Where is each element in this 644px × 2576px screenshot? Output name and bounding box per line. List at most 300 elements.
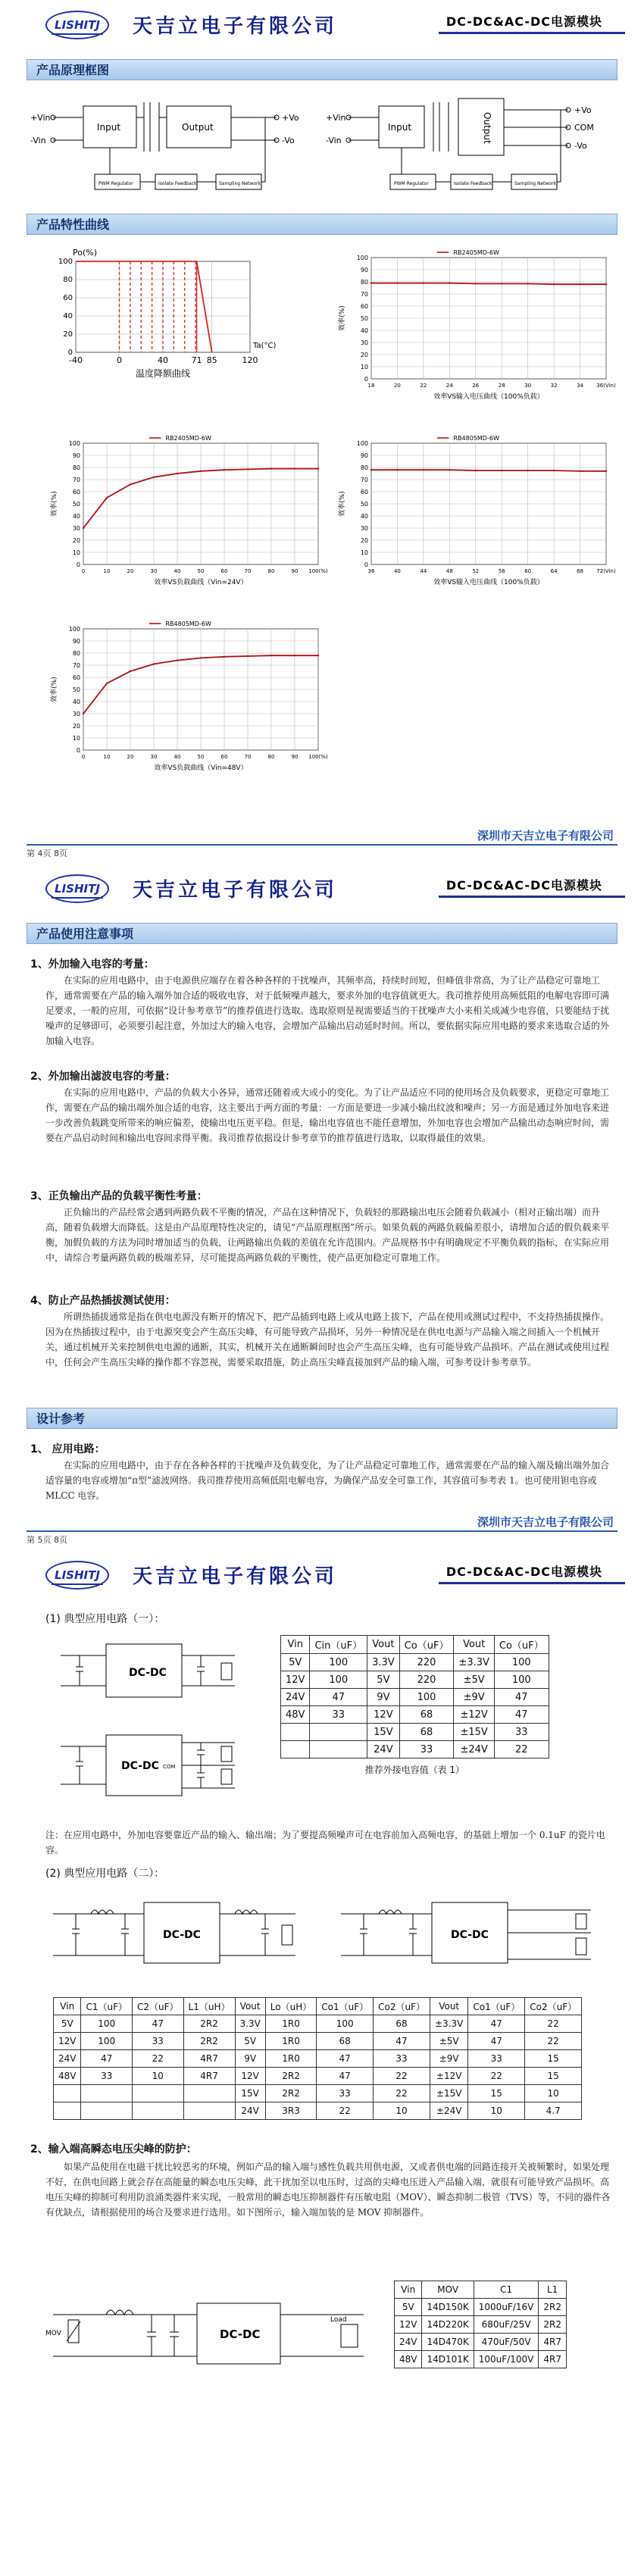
section-principle: 产品原理框图 [27, 59, 617, 80]
usage-s4-title: 4、防止产品热插拔测试使用： [30, 1295, 176, 1307]
y-tick-label: 30 [72, 711, 80, 717]
y-tick-label: 40 [360, 513, 368, 520]
table-cell: 24V [281, 1689, 310, 1706]
usage-s3-title: 3、正负输出产品的负载平衡性考量： [30, 1190, 208, 1202]
y-axis-label: 效率(%) [51, 677, 58, 702]
data-point [449, 282, 450, 283]
table-cell: ±5V [454, 1671, 494, 1689]
typical1-title: (1) 典型应用电路（一）： [45, 1613, 165, 1625]
table-cell: 5V [54, 2015, 81, 2033]
table-cell: 2R2 [183, 2015, 235, 2033]
table-cell: 100 [81, 2033, 133, 2050]
x-tick-label: 85 [206, 355, 217, 365]
data-point [423, 469, 424, 470]
y-tick-label: 20 [72, 723, 80, 730]
table-cell: 33 [468, 2050, 525, 2068]
y-tick-label: 50 [360, 315, 368, 322]
table-cell: ±12V [454, 1706, 494, 1724]
table-cell: 33 [317, 2085, 374, 2102]
table1-caption: 推荐外接电容值（表 1） [364, 1765, 465, 1775]
table-cell: 10 [133, 2068, 184, 2085]
table-cell: 47 [310, 1689, 367, 1706]
table2 [53, 1997, 582, 2120]
table-cell: 68 [399, 1706, 454, 1724]
vin-pos-label: +Vin [30, 113, 51, 123]
table1-header-row [281, 1636, 549, 1654]
x-tick-label: 34 [577, 383, 584, 389]
isolate-label-2: Isolate Feedback [454, 181, 492, 186]
y-tick-label: 60 [63, 294, 73, 302]
x-tick-label: 36 [367, 568, 375, 574]
table-cell: 100 [399, 1689, 454, 1706]
x-tick-label: 40 [174, 568, 181, 574]
x-tick-label: 20 [127, 754, 134, 760]
x-tick-label: 60 [220, 568, 228, 574]
chart-derating [45, 242, 277, 394]
vin-neg-label-2: -Vin [326, 136, 342, 145]
table-cell [133, 2085, 184, 2102]
x-tick-label: 36(Vin) [596, 383, 616, 389]
table-cell [133, 2102, 184, 2120]
table3-wrapper [394, 2281, 567, 2368]
table-cell: ±3.3V [430, 2015, 468, 2033]
table-cell: 100 [494, 1671, 549, 1689]
table-row [281, 1671, 549, 1689]
typical2-title: (2) 典型应用电路（二）： [45, 1868, 165, 1880]
table2-header: Lo（uH） [265, 1998, 316, 2015]
sampling-label: Sampling Network [219, 181, 261, 186]
module-name-3: DC-DC&AC-DC电源模块 [446, 1562, 602, 1580]
y-tick-label: 90 [72, 452, 80, 459]
x-tick-label: 44 [420, 568, 427, 574]
table-cell [54, 2085, 81, 2102]
company-name-2: 天吉立电子有限公司 [133, 879, 338, 902]
table-cell: 24V [235, 2102, 265, 2120]
load-label: Load [330, 2316, 347, 2324]
table-row [54, 2068, 582, 2085]
table-cell: 9V [235, 2050, 265, 2068]
table-cell: 5V [235, 2033, 265, 2050]
x-tick-label: 22 [420, 383, 427, 389]
data-point [370, 282, 372, 283]
y-tick-label: 60 [72, 674, 80, 681]
y-tick-label: 50 [72, 501, 80, 508]
table-cell: 22 [525, 2015, 582, 2033]
data-point [449, 469, 450, 470]
y-tick-label: 40 [63, 312, 73, 320]
table-cell: 470uF/50V [474, 2334, 539, 2351]
table-cell: 22 [374, 2068, 430, 2085]
table-cell: 47 [317, 2068, 374, 2085]
y-tick-label: 50 [360, 501, 368, 508]
data-point [83, 527, 84, 529]
table-cell: 14D470K [422, 2334, 474, 2351]
data-point [106, 497, 108, 499]
section-design: 设计参考 [27, 1408, 617, 1429]
table-cell: 1R0 [265, 2015, 316, 2033]
y-tick-label: 100 [356, 255, 368, 261]
x-tick-label: 90 [291, 754, 299, 760]
table-cell: 47 [468, 2015, 525, 2033]
y-tick-label: 60 [360, 303, 368, 310]
company-name-3: 天吉立电子有限公司 [133, 1565, 338, 1588]
y-tick-label: 40 [72, 513, 80, 520]
table-cell: 15 [468, 2085, 525, 2102]
data-point [370, 469, 372, 470]
table-cell: 33 [374, 2050, 430, 2068]
x-tick-label: 10 [103, 754, 111, 760]
section-usage: 产品使用注意事项 [27, 923, 617, 944]
table-cell: 15V [367, 1724, 400, 1741]
table-cell: 680uF/25V [474, 2316, 539, 2334]
section-curves: 产品特性曲线 [27, 214, 617, 235]
x-tick-label: 0 [81, 754, 86, 760]
data-point [553, 283, 555, 285]
y-tick-label: 100 [58, 258, 73, 266]
x-tick-label: 70 [244, 568, 252, 574]
table1-header: Co（uF） [399, 1636, 454, 1654]
x-tick-label: 32 [550, 383, 558, 389]
com-label-typ1: COM [163, 1764, 176, 1770]
dcdc-label-1: DC-DC [129, 1667, 167, 1679]
y-tick-label: 70 [360, 291, 368, 298]
brand-logo-2: LISHITJ [45, 874, 109, 903]
table-cell: 47 [317, 2050, 374, 2068]
table-cell: 1R0 [265, 2033, 316, 2050]
table-cell: 10 [374, 2102, 430, 2120]
table-cell [281, 1741, 310, 1758]
chart-title: 温度降额曲线 [135, 368, 191, 379]
table2-header-row [54, 1998, 582, 2015]
surge-title: 2、输入端高瞬态电压尖峰的防护： [30, 2143, 197, 2156]
table-cell: 12V [395, 2316, 422, 2334]
table-cell: ±9V [430, 2050, 468, 2068]
y-tick-label: 60 [72, 489, 80, 496]
data-point [501, 470, 502, 471]
table-cell: 2R2 [539, 2316, 567, 2334]
dcdc-label-2: DC-DC [121, 1760, 159, 1772]
table-cell: 22 [525, 2033, 582, 2050]
data-point [130, 483, 131, 485]
table-cell [281, 1724, 310, 1741]
table-cell: 2R2 [265, 2085, 316, 2102]
vo-neg-label-2: -Vo [574, 141, 587, 151]
pwm-label: PWM Regulator [98, 181, 133, 186]
data-point [579, 283, 580, 285]
table-cell: 68 [399, 1724, 454, 1741]
footer-rule [27, 844, 617, 846]
table-cell [81, 2085, 133, 2102]
y-tick-label: 20 [360, 537, 368, 544]
x-tick-label: 80 [267, 754, 275, 760]
table-cell: 48V [54, 2068, 81, 2085]
table-row [281, 1706, 549, 1724]
table-cell: 47 [81, 2050, 133, 2068]
x-tick-label: 72(Vin) [596, 568, 616, 574]
y-tick-label: 10 [360, 364, 368, 370]
table2-header: Vin [54, 1998, 81, 2015]
table-cell: 15V [235, 2085, 265, 2102]
y-tick-label: 20 [63, 330, 73, 339]
table-cell: 12V [281, 1671, 310, 1689]
x-tick-label: 26 [472, 383, 480, 389]
vo-pos-label-2: +Vo [574, 105, 592, 115]
table-cell: 68 [374, 2015, 430, 2033]
y-tick-label: 0 [76, 561, 80, 568]
y-tick-label: 100 [68, 626, 80, 633]
module-name: DC-DC&AC-DC电源模块 [446, 12, 602, 30]
usage-s1-body: 在实际的应用电路中，由于电源供应端存在着各种各样的干扰噪声，其频率高，持续时间短，但峰值非常高，为了让产品稳定可靠地工作，通常需要在产品的输入端外加合适的吸收电容，对于低频噪声越大，要求外加的电容值就更大。我司推荐使用高频低阻的电解电容即可满足要求，一般的应用，可依据“设计参考章节”的推荐值进行选取。选取原则是视需要适当的干扰噪声大小来相关成减少电容值，只要能结于扰噪声的足够即可，必须要引起注意，外加过大的输入电容，会增加产品输出启动延时时间。所以，要依据实际应用电路的要求来选取合适的外加输入电容。 [45, 975, 610, 1046]
table2-header: Co1（uF） [317, 1998, 374, 2015]
table-cell: 2R2 [183, 2033, 235, 2050]
data-point [106, 683, 108, 684]
surge-body: 如果产品使用在电磁干扰比较恶劣的环境，例如产品的输入端与感性负载共用供电源，又或者供电端的回路连接开关被频繁时，如果处理不好，在供电回路上就会存在高能量的瞬态电压尖峰，此干扰加至以电压时，过高的尖峰电压进入产品输入端，就很有可能导致产品损坏。高电压尖峰的抑制可利用防浪涌类器件来实现，一般常用的瞬态电压抑制器件有压敏电阻（MOV）、瞬态抑制二极管（TVS）等，不同的器件各有优缺点，请根据使用的场合及要求进行选用。如下图所示，输入端加装的是 MOV 抑制器件。 [45, 2162, 611, 2218]
x-tick-label: 52 [472, 568, 480, 574]
table-cell: 100 [310, 1654, 367, 1671]
table-cell: 47 [374, 2033, 430, 2050]
table-cell: 24V [54, 2050, 81, 2068]
chart-rb4805-load [45, 614, 333, 788]
table-cell: 2R2 [539, 2299, 567, 2316]
chart-rb2405-vin [333, 242, 621, 417]
design-s1-body: 在实际的应用电路中，由于存在各种各样的干扰噪声及负载变化，为了让产品稳定可靠地工作，通常需要在产品的输入端及输出端外加合适容量的电容或增加“π型”滤波网络。我司推荐使用高频低阻电解电容，为确保产品安全可靠工作，其容值可参考表 1。也可使用钽电容或 MLCC 电容。 [45, 1460, 610, 1501]
x-tick-label: 50 [197, 568, 205, 574]
y-tick-label: 0 [364, 376, 368, 383]
chart-title: RB4805MD-6W [453, 435, 499, 442]
block-diagram-single [30, 91, 318, 205]
table-cell: 15 [525, 2050, 582, 2068]
table-cell: 100 [494, 1654, 549, 1671]
table-cell: 5V [367, 1671, 400, 1689]
table2-header: C1（uF） [81, 1998, 133, 2015]
y-tick-label: 20 [360, 352, 368, 358]
y-tick-label: 70 [72, 477, 80, 483]
usage-s2-title: 2、外加输出滤波电容的考量： [30, 1071, 176, 1083]
x-tick-label: 80 [267, 568, 275, 574]
y-tick-label: 80 [72, 464, 80, 471]
table-cell: 4R7 [539, 2351, 567, 2368]
table-cell: 4R7 [183, 2068, 235, 2085]
x-tick-label: 20 [393, 383, 401, 389]
table1-header: Vout [454, 1636, 494, 1654]
table1-header: Co（uF） [494, 1636, 549, 1654]
table-cell: 2R2 [265, 2068, 316, 2085]
data-point [423, 282, 424, 283]
data-point [130, 671, 131, 672]
data-point [527, 283, 528, 284]
data-point [83, 713, 84, 714]
mov-label: MOV [45, 2330, 61, 2337]
typical1-circuits [45, 1629, 258, 1818]
table-cell: 33 [399, 1741, 454, 1758]
table-cell: 10 [468, 2102, 525, 2120]
y-tick-label: 80 [360, 279, 368, 286]
table-cell: ±12V [430, 2068, 468, 2085]
x-tick-label: 90 [291, 568, 299, 574]
table3-header: Vin [395, 2281, 422, 2299]
footer-company: 深圳市天吉立电子有限公司 [477, 829, 614, 843]
chart-title: RB2405MD-6W [453, 249, 499, 256]
vin-pos-label-2: +Vin [326, 113, 346, 123]
x-tick-label: 10 [103, 568, 111, 574]
typical2-circuits [45, 1884, 621, 1990]
typical1-note: 注：在应用电路中，外加电容要靠近产品的输入、输出端；为了要提高频噪声可在电容前加入高频电容，的基础上增加一个 0.1uF 的瓷片电容。 [45, 1830, 605, 1855]
data-point [153, 477, 155, 478]
x-tick-label: 60 [524, 568, 532, 574]
data-point [200, 657, 202, 658]
chart-title: RB4805MD-6W [165, 621, 211, 627]
vo-pos-label: +Vo [282, 113, 299, 123]
x-tick-label: 48 [445, 568, 453, 574]
y-tick-label: 70 [72, 662, 80, 669]
x-axis-label: 效率VS负载曲线（Vin=24V） [154, 579, 248, 586]
table-cell: 10 [525, 2085, 582, 2102]
table-cell: 48V [281, 1706, 310, 1724]
table-cell: 24V [395, 2334, 422, 2351]
data-point [605, 470, 607, 472]
table-cell: 1R0 [265, 2050, 316, 2068]
data-point [501, 283, 502, 284]
table3-header: L1 [539, 2281, 567, 2299]
table-cell: 47 [133, 2015, 184, 2033]
y-tick-label: 90 [72, 638, 80, 645]
page-number-2: 第 5页 8页 [27, 1535, 67, 1545]
table-row [54, 2102, 582, 2120]
data-point [579, 470, 580, 472]
table-row [395, 2299, 567, 2316]
x-tick-label: 0 [117, 355, 122, 365]
input-label: Input [97, 122, 121, 133]
data-point [396, 282, 398, 283]
data-point [224, 469, 225, 470]
table-cell: ±24V [454, 1741, 494, 1758]
data-point [247, 655, 249, 657]
data-point [605, 283, 607, 285]
dcdc-label-5: DC-DC [220, 2327, 261, 2341]
x-tick-label: 120 [242, 355, 258, 365]
data-point [317, 655, 319, 656]
table1-wrapper [280, 1635, 549, 1776]
table-row [281, 1724, 549, 1741]
block-diagram-dual [326, 91, 629, 205]
x-tick-label: 0 [81, 568, 86, 574]
x-tick-label: 71 [191, 355, 202, 365]
x-tick-label: 40 [393, 568, 401, 574]
data-point [294, 655, 295, 656]
x-axis-label: 效率VS输入电压曲线（100%负载） [433, 579, 544, 586]
x-tick-label: 70 [244, 754, 252, 760]
data-point [553, 470, 555, 471]
y-axis-label: 效率(%) [339, 491, 346, 517]
data-point [247, 468, 249, 470]
table-cell: 3R3 [265, 2102, 316, 2120]
table-cell: ±3.3V [454, 1654, 494, 1671]
data-point [270, 655, 272, 656]
x-tick-label: -40 [69, 355, 83, 365]
table-row [395, 2351, 567, 2368]
table-cell: 3.3V [235, 2015, 265, 2033]
data-point [294, 467, 295, 469]
y-tick-label: 0 [67, 349, 73, 357]
table-cell: 22 [468, 2068, 525, 2085]
table-cell: ±9V [454, 1689, 494, 1706]
table-cell: 220 [399, 1671, 454, 1689]
table-cell: 33 [310, 1706, 367, 1724]
y-tick-label: 100 [68, 440, 80, 447]
table3-header-row [395, 2281, 567, 2299]
x-tick-label: 40 [158, 355, 168, 365]
x-tick-label: 28 [498, 383, 505, 389]
table-cell: 33 [133, 2033, 184, 2050]
table-cell: 22 [133, 2050, 184, 2068]
x-tick-label: 30 [150, 568, 158, 574]
x-tick-label: 68 [577, 568, 584, 574]
table-cell: 15 [525, 2068, 582, 2085]
x-axis-label: 效率VS输入电压曲线（100%负载） [433, 393, 544, 401]
x-tick-label: 60 [220, 754, 228, 760]
table-cell: 24V [367, 1741, 400, 1758]
table-row [54, 2015, 582, 2033]
y-tick-label: 10 [72, 549, 80, 556]
usage-s3-body: 正负输出的产品经常会遇到两路负载不平衡的情况，产品在这种情况下，负载轻的那路输出电压会随着负载减小（相对正输出端）而升高，随着负载增大而降低。这是由产品原理特性决定的，请见“产品原理框图”所示。如果负载的两路负载偏差很小，请增加合适的假负载来平衡，加假负载的方法为同时增加适当的负载，让两路输出负载的差值在允许范围内。产品规格书中有明确规定不平衡负载的指标，在实际应用中，请综合考量两路负载的极端差异，尽可能提高两路负载的平衡性，使产品更加稳定可靠地工作。 [45, 1207, 610, 1263]
y-tick-label: 30 [360, 525, 368, 532]
table3-body [395, 2299, 567, 2368]
y-tick-label: 40 [72, 699, 80, 705]
x-axis-label: Ta(°C) [253, 342, 277, 350]
dcdc-label-4: DC-DC [451, 1929, 489, 1941]
table-cell [183, 2085, 235, 2102]
brand-logo-3: LISHITJ [45, 1561, 109, 1590]
data-point [475, 283, 477, 284]
y-tick-label: 80 [72, 650, 80, 657]
table-row [54, 2050, 582, 2068]
table-cell [183, 2102, 235, 2120]
output-label-2: Output [482, 112, 492, 144]
vin-neg-label: -Vin [30, 136, 46, 145]
table-cell: 100 [81, 2015, 133, 2033]
y-tick-label: 80 [63, 276, 73, 284]
table-cell: 9V [367, 1689, 400, 1706]
table-cell: 100uF/100V [474, 2351, 539, 2368]
table2-header: L1（uH） [183, 1998, 235, 2015]
table-cell: 5V [281, 1654, 310, 1671]
y-tick-label: 70 [360, 477, 368, 483]
brand-logo: LISHITJ [45, 11, 109, 39]
table-cell: 12V [54, 2033, 81, 2050]
data-point [177, 473, 178, 474]
data-point [317, 467, 319, 469]
table2-header: Vout [430, 1998, 468, 2015]
y-axis-label: 效率(%) [339, 305, 346, 331]
table-cell [310, 1741, 367, 1758]
table-cell: 47 [468, 2033, 525, 2050]
data-point [475, 470, 477, 471]
table-cell: 14D220K [422, 2316, 474, 2334]
pwm-label-2: PWM Regulator [394, 181, 429, 186]
table-cell: 220 [399, 1654, 454, 1671]
sampling-label-2: Sampling Network [514, 181, 557, 186]
com-label-2: COM [574, 123, 594, 133]
table-cell: 12V [367, 1706, 400, 1724]
table1-header: Vout [367, 1636, 400, 1654]
y-tick-label: 90 [360, 452, 368, 459]
design-s1-title: 1、 应用电路： [30, 1443, 105, 1455]
chart-rb4805-vin [333, 428, 621, 602]
table-cell: ±24V [430, 2102, 468, 2120]
page-header-3 [0, 1550, 644, 1596]
y-tick-label: 40 [360, 327, 368, 334]
chart-rb2405-load [45, 428, 333, 602]
